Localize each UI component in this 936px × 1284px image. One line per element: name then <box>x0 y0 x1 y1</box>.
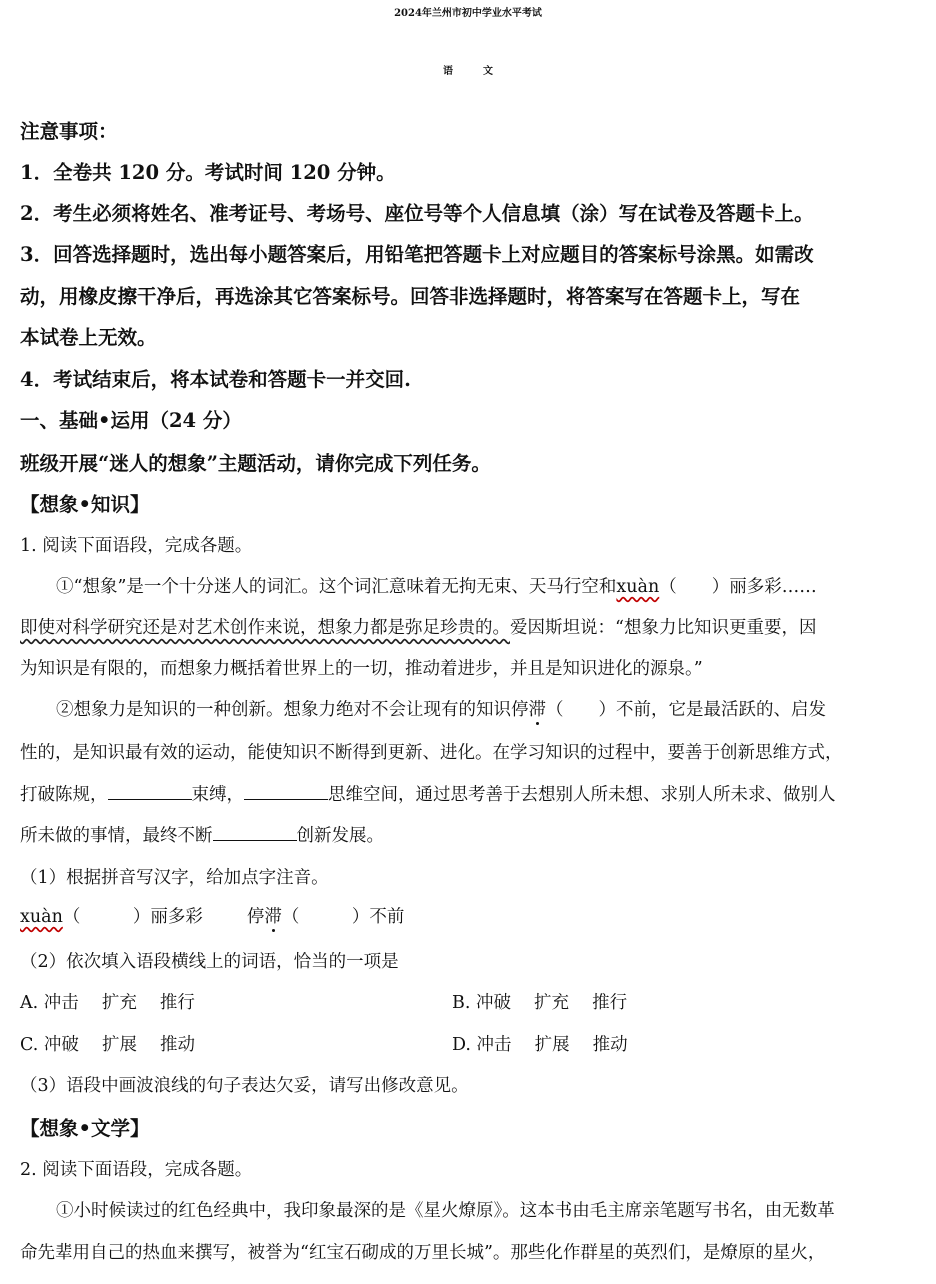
q1-paragraph2-line3 <box>20 781 836 806</box>
exam-title: 2024年兰州市初中学业水平考试 <box>394 8 542 19</box>
q1-p2-text-a: ②想象力是知识的一种创新。想象力绝对不会让现有的知识停 <box>56 700 529 720</box>
q1-p2-text-d1: 打破陈规， <box>20 785 108 805</box>
q1-p2-text-e2: 创新发展。 <box>296 826 384 846</box>
q1-p2-text-e1: 所未做的事情，最终不断 <box>20 826 213 846</box>
section-knowledge-heading: 【想象•知识】 <box>20 493 150 516</box>
notice-item-4: 4．考试结束后，将本试卷和答题卡一并交回. <box>20 368 411 391</box>
q1-paragraph2-line2: 性的，是知识最有效的运动，能使知识不断得到更新、进化。在学习知识的过程中，要善于创新思维方式， <box>20 743 843 763</box>
q1-sub2-prompt: （2）依次填入语段横线上的词语，恰当的一项是 <box>20 952 399 972</box>
part1-heading: 一、基础•运用（24 分） <box>20 409 242 432</box>
q2-stem: 2. 阅读下面语段，完成各题。 <box>20 1160 253 1180</box>
notice-heading: 注意事项： <box>20 120 118 143</box>
answer-blank-1[interactable] <box>108 785 192 800</box>
q1-p1-pinyin: xuàn <box>616 577 660 597</box>
answer-blank-3[interactable] <box>213 826 297 841</box>
q1-p2-text-b: （ ）不前，它是最活跃的、启发 <box>546 700 826 720</box>
answer-blank-2[interactable] <box>244 785 328 800</box>
q1-paragraph2-line1 <box>56 696 826 721</box>
q1-p2-text-d2: 束缚， <box>191 785 244 805</box>
q1-sub1-prompt: （1）根据拼音写汉字，给加点字注音。 <box>20 868 329 888</box>
q1-p1-text-c: 爱因斯坦说：“想象力比知识更重要，因 <box>510 618 817 638</box>
q1-p2-dotted-char: 滞 <box>528 700 546 720</box>
q1-stem: 1. 阅读下面语段，完成各题。 <box>20 536 253 556</box>
notice-item-2: 2．考生必须将姓名、准考证号、考场号、座位号等个人信息填（涂）写在试卷及答题卡上。 <box>20 202 814 225</box>
q1-p2-text-d3: 思维空间，通过思考善于去想别人所未想、求别人所未求、做别人 <box>328 785 836 805</box>
q1-paragraph1-line3: 为知识是有限的，而想象力概括着世界上的一切，推动着进步，并且是知识进化的源泉。” <box>20 659 703 679</box>
section-literature-heading: 【想象•文学】 <box>20 1117 150 1140</box>
sub1-dotted-char: 滞 <box>264 907 282 927</box>
q1-paragraph1-line2 <box>20 614 816 639</box>
q1-paragraph1-line1 <box>56 573 817 598</box>
q2-paragraph1-line1: ①小时候读过的红色经典中，我印象最深的是《星火燎原》。这本书由毛主席亲笔题写书名，由无数革 <box>56 1201 835 1221</box>
option-d[interactable]: D. 冲击 扩展 推动 <box>452 1035 628 1055</box>
q1-p1-text-a: ①“想象”是一个十分迷人的词汇。这个词汇意味着无拘无束、天马行空和 <box>56 577 617 597</box>
q1-p1-text-b: （ ）丽多彩…… <box>659 577 817 597</box>
sub1-item-a[interactable]: （ ）丽多彩 <box>62 907 203 927</box>
notice-item-3: 3．回答选择题时，选出每小题答案后，用铅笔把答题卡上对应题目的答案标号涂黑。如需改 <box>20 243 814 266</box>
notice-item-1: 1．全卷共 120 分。考试时间 120 分钟。 <box>20 161 396 184</box>
q1-sub1-items <box>20 903 404 928</box>
option-a[interactable]: A. 冲击 扩充 推行 <box>20 993 195 1013</box>
sub1-item-b3[interactable]: （ ）不前 <box>281 907 405 927</box>
option-b[interactable]: B. 冲破 扩充 推行 <box>452 993 628 1013</box>
part1-intro: 班级开展“迷人的想象”主题活动，请你完成下列任务。 <box>20 452 491 475</box>
q1-wavy-sentence: 即使对科学研究还是对艺术创作来说，想象力都是弥足珍贵的。 <box>20 618 510 638</box>
q2-paragraph1-line2: 命先辈用自己的热血来撰写，被誉为“红宝石砌成的万里长城”。那些化作群星的英烈们，是燎原的星火， <box>20 1243 826 1263</box>
exam-subject: 语文 <box>443 66 523 77</box>
sub1-item-b1: 停 <box>246 907 265 927</box>
notice-item-3-end: 本试卷上无效。 <box>20 326 157 349</box>
q1-paragraph2-line4 <box>20 822 384 847</box>
sub1-pinyin: xuàn <box>20 907 63 927</box>
option-c[interactable]: C. 冲破 扩展 推动 <box>20 1035 196 1055</box>
q1-sub3-prompt: （3）语段中画波浪线的句子表达欠妥，请写出修改意见。 <box>20 1076 469 1096</box>
notice-item-3-cont: 动，用橡皮擦干净后，再选涂其它答案标号。回答非选择题时，将答案写在答题卡上，写在 <box>20 285 801 308</box>
